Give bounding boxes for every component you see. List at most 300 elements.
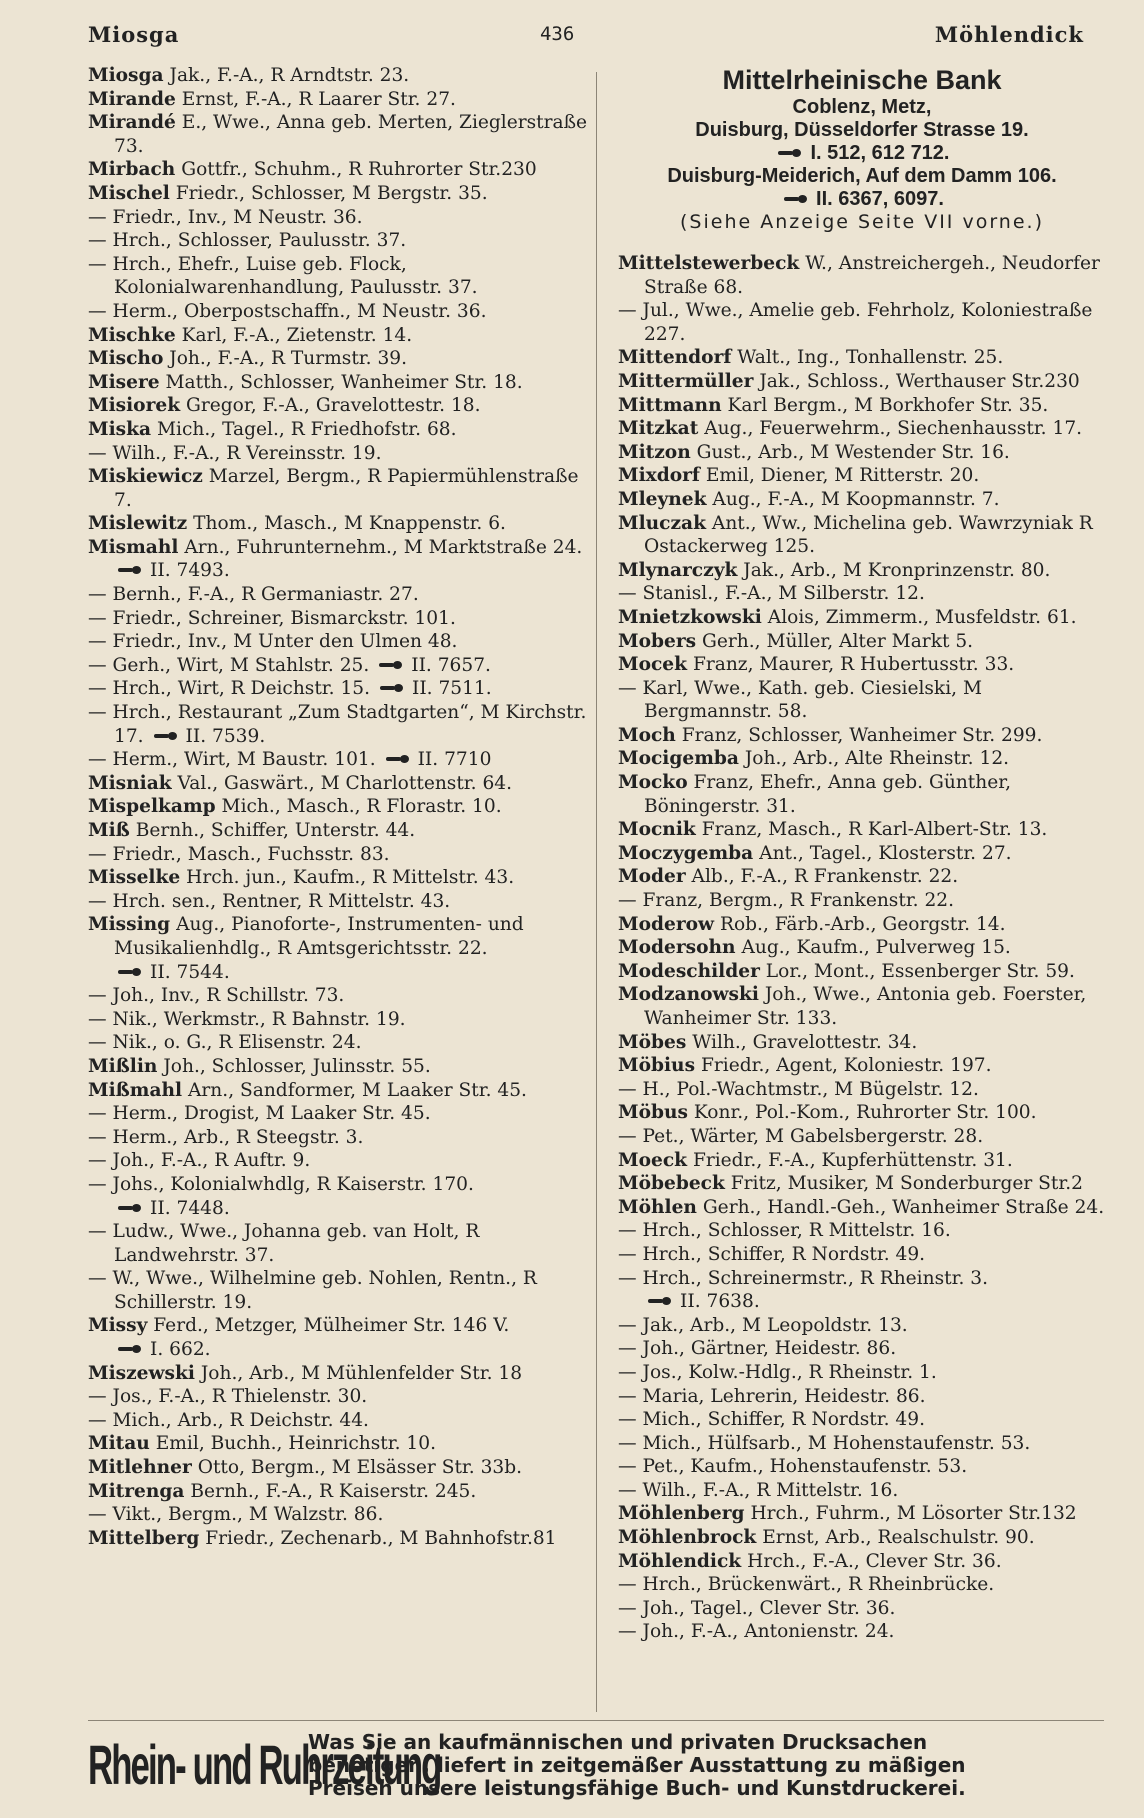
entry-details: Arn., Fuhrunternehm., M Marktstraße 24.	[178, 536, 583, 558]
entry-details: Konr., Pol.-Kom., Ruhrorter Str. 100.	[687, 1102, 1037, 1124]
entry-details: — Hrch., Schlosser, Paulusstr. 37.	[88, 230, 407, 252]
entry-details: Gust., Arb., M Westender Str. 16.	[690, 441, 1010, 463]
entry-surname: Mischo	[88, 348, 164, 370]
entry-surname: Mixdorf	[618, 465, 700, 487]
column-divider	[596, 72, 597, 1712]
entry-details: — Hrch., Schlosser, R Mittelstr. 16.	[618, 1220, 951, 1242]
directory-entry	[618, 252, 1106, 299]
entry-details: Wilh., Gravelottestr. 34.	[686, 1031, 918, 1053]
entry-details: Alb., F.-A., R Frankenstr. 22.	[685, 866, 959, 888]
directory-entry	[618, 1078, 1106, 1102]
entry-details: Rob., Färb.-Arb., Georgstr. 14.	[714, 913, 1006, 935]
directory-entry	[88, 1220, 588, 1267]
bank-advertisement	[618, 64, 1106, 234]
directory-entry	[618, 417, 1106, 441]
entry-details: — Herm., Oberpostschaffn., M Neustr. 36.	[88, 300, 487, 322]
entry-details: — Hrch., Wirt, R Deichstr. 15.	[88, 678, 371, 700]
entry-details: Jak., F.-A., R Arndtstr. 23.	[163, 65, 410, 86]
entry-surname: Miskiewicz	[88, 466, 203, 488]
directory-entry	[88, 111, 588, 158]
directory-entry	[618, 582, 1106, 606]
directory-entry	[618, 464, 1106, 488]
entry-surname: Mocko	[618, 772, 688, 794]
footer-advertisement	[88, 1720, 1104, 1809]
entry-surname: Mnietzkowski	[618, 606, 762, 628]
entry-surname: Misniak	[88, 772, 172, 794]
directory-entry	[618, 936, 1106, 960]
entry-surname: Möhlenberg	[618, 1503, 745, 1525]
entry-details: — Herm., Wirt, M Baustr. 101.	[88, 749, 376, 771]
directory-entry	[618, 1385, 1106, 1409]
directory-entry	[618, 1314, 1106, 1338]
directory-entry	[88, 206, 588, 230]
entry-details: Jak., Schloss., Werthauser Str.230	[753, 370, 1080, 392]
entry-surname: Modersohn	[618, 937, 736, 959]
entry-details: Ant., Ww., Michelina geb. Wawrzyniak R Ostackerweg 125.	[644, 512, 1093, 558]
directory-entry	[618, 1573, 1106, 1597]
entry-details: — Jak., Arb., M Leopoldstr. 13.	[618, 1314, 908, 1336]
directory-entry	[88, 394, 588, 418]
bank-branch-address: Duisburg-Meiderich, Auf dem Damm 106.	[667, 165, 1057, 187]
telephone-icon	[118, 968, 142, 976]
telephone-icon	[648, 1297, 672, 1305]
entry-details: — Friedr., Inv., M Neustr. 36.	[88, 206, 363, 228]
entry-surname: Mitzon	[618, 441, 691, 463]
entry-details: Matth., Schlosser, Wanheimer Str. 18.	[159, 371, 523, 393]
entry-details: Val., Gaswärt., M Charlottenstr. 64.	[171, 772, 513, 794]
entry-details: Arn., Sandformer, M Laaker Str. 45.	[182, 1079, 527, 1101]
directory-entry	[88, 1503, 588, 1527]
entry-phone-number: II. 7710	[417, 749, 492, 771]
entry-details: — Hrch., Restaurant „Zum Stadtgarten“, M Kirchstr. 17.	[88, 702, 587, 747]
bank-phone-2	[618, 188, 1106, 211]
entry-surname: Mocnik	[618, 819, 696, 841]
entry-surname: Mißmahl	[88, 1079, 183, 1101]
entry-details: E., Wwe., Anna geb. Merten, Zieglerstraße 73.	[114, 112, 588, 157]
entry-surname: Missing	[88, 914, 171, 936]
entry-details: Hrch., Fuhrm., M Lösorter Str.132	[744, 1503, 1077, 1525]
directory-entry	[618, 913, 1106, 937]
directory-entry	[88, 1314, 588, 1361]
entry-surname: Miß	[88, 820, 130, 841]
entry-details: Lor., Mont., Essenberger Str. 59.	[759, 960, 1075, 982]
directory-entry	[618, 1408, 1106, 1432]
entry-details: — Joh., Gärtner, Heidestr. 86.	[618, 1338, 897, 1360]
directory-entry	[618, 559, 1106, 583]
entry-phone	[376, 749, 492, 770]
entry-surname: Mittelberg	[88, 1527, 200, 1549]
directory-entry	[88, 418, 588, 442]
entry-surname: Moch	[618, 724, 676, 746]
directory-entry	[618, 865, 1106, 889]
entry-surname: Mitlehner	[88, 1457, 192, 1479]
directory-entry	[618, 441, 1106, 465]
directory-entry	[88, 1527, 588, 1551]
entry-details: Thom., Masch., M Knappenstr. 6.	[187, 513, 506, 535]
entry-details: Aug., Kaufm., Pulverweg 15.	[735, 937, 1011, 959]
entry-surname: Mitau	[88, 1433, 150, 1455]
telephone-icon	[380, 684, 404, 692]
entry-details: — Jul., Wwe., Amelie geb. Fehrholz, Koloniestraße 227.	[618, 300, 1093, 345]
entry-details: Karl Bergm., M Borkhofer Str. 35.	[721, 394, 1049, 416]
entry-details: — Nik., Werkmstr., R Bahnstr. 19.	[88, 1008, 406, 1030]
directory-entry	[618, 630, 1106, 654]
directory-entry	[618, 960, 1106, 984]
entry-details: — Johs., Kolonialwhdlg, R Kaiserstr. 170.	[88, 1173, 474, 1195]
directory-entry	[88, 88, 588, 112]
directory-entry	[88, 701, 588, 748]
directory-entry	[88, 1385, 588, 1409]
entry-details: — Wilh., F.-A., R Vereinsstr. 19.	[88, 442, 382, 464]
entry-details: Friedr., F.-A., Kupferhüttenstr. 31.	[687, 1149, 1013, 1171]
entry-phone	[369, 655, 491, 676]
entry-details: — Maria, Lehrerin, Heidestr. 86.	[618, 1385, 926, 1407]
entry-details: Aug., F.-A., M Koopmannstr. 7.	[706, 488, 1000, 510]
bank-cities: Coblenz, Metz,	[792, 96, 932, 118]
telephone-icon	[379, 661, 403, 669]
entry-surname: Moczygemba	[618, 842, 754, 864]
entry-details: Ant., Tagel., Klosterstr. 27.	[753, 842, 1012, 864]
entry-surname: Mittelstewerbeck	[618, 253, 800, 274]
entry-phone-number: II. 7448.	[150, 1197, 230, 1219]
directory-entry	[88, 1480, 588, 1504]
telephone-icon	[118, 1204, 142, 1212]
telephone-icon	[118, 1345, 142, 1353]
entry-details: — Joh., F.-A., Antonienstr. 24.	[618, 1621, 895, 1643]
entry-phone-number: I. 662.	[150, 1339, 211, 1361]
directory-entry	[88, 772, 588, 796]
entry-surname: Mittermüller	[618, 370, 754, 392]
entry-surname: Misere	[88, 371, 160, 393]
directory-entry	[618, 1337, 1106, 1361]
entry-surname: Mluczak	[618, 512, 706, 534]
entry-surname: Modeschilder	[618, 960, 760, 982]
entry-details: Joh., Arb., Alte Rheinstr. 12.	[738, 748, 1010, 770]
entry-details: Emil, Diener, M Ritterstr. 20.	[699, 465, 980, 487]
directory-entry	[618, 677, 1106, 724]
entry-details: — Herm., Arb., R Steegstr. 3.	[88, 1126, 364, 1148]
bank-address: Duisburg, Düsseldorfer Strasse 19.	[695, 119, 1029, 141]
directory-entry	[88, 630, 588, 654]
entry-surname: Mirandé	[88, 112, 176, 134]
entry-details: — Hrch., Schreinermstr., R Rheinstr. 3.	[618, 1267, 989, 1289]
directory-entry	[618, 488, 1106, 512]
entry-details: — Pet., Wärter, M Gabelsbergerstr. 28.	[618, 1125, 984, 1147]
entry-details: Walt., Ing., Tonhallenstr. 25.	[731, 347, 1004, 369]
entry-surname: Mispelkamp	[88, 796, 216, 818]
entry-details: Franz, Masch., R Karl-Albert-Str. 13.	[695, 819, 1048, 841]
entry-phone-number: II. 7493.	[150, 560, 230, 582]
directory-entry	[618, 299, 1106, 346]
entry-details: Marzel, Bergm., R Papiermühlenstraße 7.	[114, 466, 579, 511]
entry-details: — Hrch. sen., Rentner, R Mittelstr. 43.	[88, 890, 451, 912]
directory-entry	[88, 1149, 588, 1173]
directory-entry	[618, 653, 1106, 677]
entry-details: Ferd., Metzger, Mülheimer Str. 146 V.	[147, 1315, 510, 1337]
directory-entry	[88, 866, 588, 890]
entry-details: Mich., Masch., R Florastr. 10.	[215, 796, 502, 818]
directory-entry	[88, 229, 588, 253]
entry-details: — Nik., o. G., R Elisenstr. 24.	[88, 1032, 362, 1054]
entry-details: — Joh., Tagel., Clever Str. 36.	[618, 1597, 896, 1619]
entry-surname: Möbebeck	[618, 1173, 725, 1195]
entry-details: Hrch. jun., Kaufm., R Mittelstr. 43.	[180, 867, 515, 889]
entry-surname: Möbius	[618, 1055, 696, 1077]
entry-details: Gerh., Handl.-Geh., Wanheimer Straße 24.	[696, 1196, 1105, 1218]
page-header	[88, 14, 1084, 54]
entry-phone	[114, 560, 230, 581]
entry-surname: Moderow	[618, 913, 715, 935]
entry-details: — Joh., Inv., R Schillstr. 73.	[88, 985, 345, 1007]
entry-surname: Mislewitz	[88, 513, 188, 535]
directory-entry	[618, 346, 1106, 370]
entry-details: Franz, Ehefr., Anna geb. Günther, Böningerstr. 31.	[644, 772, 1011, 817]
entry-phone	[114, 1339, 211, 1360]
directory-entry	[88, 324, 588, 348]
entry-details: Mich., Tagel., R Friedhofstr. 68.	[151, 418, 457, 440]
directory-entry	[618, 1219, 1106, 1243]
bank-note: (Siehe Anzeige Seite VII vorne.)	[680, 211, 1044, 233]
directory-entry	[88, 843, 588, 867]
directory-entry	[88, 1362, 588, 1386]
entry-surname: Miska	[88, 418, 152, 440]
entry-surname: Möbes	[618, 1031, 687, 1053]
entry-details: — Mich., Arb., R Deichstr. 44.	[88, 1409, 369, 1431]
directory-entry	[88, 1008, 588, 1032]
directory-entry	[88, 984, 588, 1008]
directory-entry	[88, 1079, 588, 1103]
entry-surname: Mitrenga	[88, 1480, 185, 1502]
entry-phone-number: II. 7638.	[680, 1291, 760, 1313]
entry-details: Aug., Feuerwehrm., Siechenhausstr. 17.	[698, 418, 1083, 440]
entry-surname: Mismahl	[88, 536, 179, 558]
entry-details: Friedr., Zechenarb., M Bahnhofstr.81	[199, 1527, 557, 1549]
entry-details: Friedr., Schlosser, M Bergstr. 35.	[169, 182, 488, 204]
entry-details: Otto, Bergm., M Elsässer Str. 33b.	[191, 1457, 523, 1479]
entry-surname: Möhlendick	[618, 1550, 742, 1572]
directory-entry	[618, 606, 1106, 630]
directory-entry	[618, 1054, 1106, 1078]
directory-entry	[88, 748, 588, 772]
directory-entry	[88, 347, 588, 371]
directory-entry	[618, 1432, 1106, 1456]
entry-details: Ernst, F.-A., R Laarer Str. 27.	[175, 88, 456, 110]
entry-surname: Mitzkat	[618, 418, 699, 440]
directory-entry	[88, 536, 588, 583]
entry-surname: Misselke	[88, 867, 181, 889]
entry-surname: Mocek	[618, 654, 688, 676]
header-left-term: Miosga	[88, 21, 180, 47]
entry-phone-number: II. 7511.	[411, 678, 492, 700]
bank-phone-1	[618, 142, 1106, 165]
entry-surname: Mocigemba	[618, 748, 739, 770]
directory-entry	[88, 795, 588, 819]
entry-surname: Missy	[88, 1315, 148, 1337]
bank-phone-1-number: I. 512, 612 712.	[810, 142, 950, 164]
entry-details: — Jos., F.-A., R Thielenstr. 30.	[88, 1386, 368, 1408]
entry-surname: Mischel	[88, 182, 170, 204]
directory-entry	[88, 158, 588, 182]
entry-details: — Friedr., Masch., Fuchsstr. 83.	[88, 843, 390, 865]
directory-entry	[88, 253, 588, 300]
entry-phone	[370, 678, 492, 699]
entry-surname: Moeck	[618, 1149, 688, 1171]
entry-surname: Mittendorf	[618, 347, 732, 369]
directory-entry	[618, 1031, 1106, 1055]
directory-entry	[618, 1172, 1106, 1196]
directory-entry	[88, 1173, 588, 1220]
directory-entry	[88, 1102, 588, 1126]
directory-entry	[618, 1196, 1106, 1220]
directory-entry	[88, 512, 588, 536]
entry-details: — Friedr., Inv., M Unter den Ulmen 48.	[88, 631, 458, 653]
entry-surname: Moder	[618, 866, 686, 888]
entry-surname: Mleynek	[618, 488, 707, 510]
telephone-icon	[784, 195, 808, 203]
entry-details: — Hrch., Brückenwärt., R Rheinbrücke.	[618, 1574, 995, 1596]
directory-entry	[88, 677, 588, 701]
entry-surname: Modzanowski	[618, 984, 759, 1006]
entry-surname: Möhlenbrock	[618, 1527, 757, 1549]
right-column	[618, 64, 1106, 1644]
entry-details: Bernh., F.-A., R Kaiserstr. 245.	[184, 1480, 477, 1502]
directory-entry	[88, 607, 588, 631]
bank-phone-2-number: II. 6367, 6097.	[816, 188, 944, 210]
footer-ad-text: Was Sie an kaufmännischen und privaten Drucksachen benötigen, liefert in zeitgemäßer Ausstattung zu mäßigen Preisen unsere leistungsfähige Buch- und Kunstdruckerei.	[308, 1729, 966, 1800]
entry-phone	[114, 962, 230, 983]
right-entries	[618, 252, 1106, 1644]
directory-entry	[88, 913, 588, 984]
entry-details: Gerh., Müller, Alter Markt 5.	[696, 630, 974, 652]
directory-entry	[618, 1620, 1106, 1644]
telephone-icon	[154, 732, 178, 740]
entry-details: — Karl, Wwe., Kath. geb. Ciesielski, M Bergmannstr. 58.	[618, 677, 983, 723]
directory-entry	[618, 1526, 1106, 1550]
entry-details: Hrch., F.-A., Clever Str. 36.	[741, 1550, 1002, 1572]
directory-entry	[618, 370, 1106, 394]
entry-details: — W., Wwe., Wilhelmine geb. Nohlen, Rentn., R Schillerstr. 19.	[88, 1268, 537, 1313]
entry-phone	[644, 1291, 760, 1312]
directory-entry	[88, 442, 588, 466]
entry-details: Gregor, F.-A., Gravelottestr. 18.	[180, 395, 481, 417]
entry-surname: Mirbach	[88, 159, 176, 181]
directory-entry	[618, 1455, 1106, 1479]
entry-details: — Wilh., F.-A., R Mittelstr. 16.	[618, 1479, 899, 1501]
entry-details: Joh., F.-A., R Turmstr. 39.	[163, 348, 408, 370]
entry-details: Franz, Maurer, R Hubertusstr. 33.	[687, 654, 1015, 676]
entry-details: — Franz, Bergm., R Frankenstr. 22.	[618, 890, 955, 912]
directory-entry	[88, 1267, 588, 1314]
directory-entry	[618, 1267, 1106, 1314]
entry-details: — Mich., Hülfsarb., M Hohenstaufenstr. 53.	[618, 1432, 1031, 1454]
entry-surname: Mißlin	[88, 1055, 158, 1077]
entry-details: Joh., Wwe., Antonia geb. Foerster, Wanheimer Str. 133.	[644, 984, 1087, 1029]
entry-details: Friedr., Agent, Koloniestr. 197.	[695, 1055, 992, 1077]
entry-details: Fritz, Musiker, M Sonderburger Str.2	[724, 1173, 1083, 1195]
entry-surname: Mittmann	[618, 394, 722, 416]
directory-entry	[618, 512, 1106, 559]
directory-entry	[88, 182, 588, 206]
entry-phone	[114, 1198, 230, 1219]
directory-entry	[88, 371, 588, 395]
entry-details: — Mich., Schiffer, R Nordstr. 49.	[618, 1409, 925, 1431]
directory-entry	[618, 771, 1106, 818]
directory-entry	[618, 983, 1106, 1030]
entry-phone	[144, 726, 266, 747]
entry-details: Gottfr., Schuhm., R Ruhrorter Str.230	[175, 159, 537, 181]
entry-details: Jak., Arb., M Kronprinzenstr. 80.	[737, 559, 1051, 581]
entry-surname: Mirande	[88, 88, 176, 110]
telephone-icon	[386, 755, 410, 763]
header-right-term: Möhlendick	[934, 21, 1084, 47]
entry-details: Joh., Schlosser, Julinsstr. 55.	[157, 1055, 431, 1077]
entry-details: — Jos., Kolw.-Hdlg., R Rheinstr. 1.	[618, 1361, 937, 1383]
directory-entry	[88, 1055, 588, 1079]
entry-details: — Hrch., Ehefr., Luise geb. Flock, Kolonialwarenhandlung, Paulusstr. 37.	[88, 253, 478, 299]
directory-entry	[618, 1243, 1106, 1267]
directory-entry	[88, 300, 588, 324]
directory-entry	[618, 1502, 1106, 1526]
directory-entry	[618, 1479, 1106, 1503]
directory-entry	[618, 818, 1106, 842]
entry-surname: Miosga	[88, 65, 164, 86]
entry-details: — Bernh., F.-A., R Germaniastr. 27.	[88, 584, 419, 606]
entry-details: — H., Pol.-Wachtmstr., M Bügelstr. 12.	[618, 1078, 979, 1100]
directory-entry	[618, 1597, 1106, 1621]
entry-details: — Vikt., Bergm., M Walzstr. 86.	[88, 1504, 384, 1526]
entry-surname: Möhlen	[618, 1196, 697, 1218]
directory-entry	[88, 465, 588, 512]
directory-entry	[618, 842, 1106, 866]
entry-details: W., Anstreichergeh., Neudorfer Straße 68.	[644, 253, 1100, 298]
directory-entry	[88, 654, 588, 678]
entry-details: Karl, F.-A., Zietenstr. 14.	[175, 324, 413, 346]
telephone-icon	[118, 566, 142, 574]
entry-surname: Möbus	[618, 1102, 688, 1124]
entry-surname: Mobers	[618, 630, 697, 652]
entry-details: — Stanisl., F.-A., M Silberstr. 12.	[618, 583, 925, 605]
entry-details: Emil, Buchh., Heinrichstr. 10.	[149, 1433, 436, 1455]
directory-entry	[618, 1149, 1106, 1173]
newspaper-brand: Rhein- und Ruhrzeitung	[88, 1733, 441, 1796]
entry-details: — Herm., Drogist, M Laaker Str. 45.	[88, 1103, 431, 1125]
entry-phone-number: II. 7657.	[411, 654, 491, 676]
directory-entry	[618, 724, 1106, 748]
directory-entry	[88, 890, 588, 914]
bank-title: Mittelrheinische Bank	[722, 65, 1002, 95]
entry-details: Bernh., Schiffer, Unterstr. 44.	[129, 820, 416, 841]
directory-entry	[88, 1456, 588, 1480]
entry-details: Alois, Zimmerm., Musfeldstr. 61.	[761, 606, 1077, 628]
directory-entry	[618, 747, 1106, 771]
entry-details: — Friedr., Schreiner, Bismarckstr. 101.	[88, 607, 456, 629]
entry-details: — Hrch., Schiffer, R Nordstr. 49.	[618, 1243, 926, 1265]
directory-entry	[88, 1126, 588, 1150]
page-number: 436	[539, 23, 575, 45]
directory-entry	[618, 394, 1106, 418]
directory-entry	[618, 1125, 1106, 1149]
entry-surname: Miszewski	[88, 1362, 195, 1384]
telephone-icon	[778, 149, 802, 157]
entry-details: Aug., Pianoforte-, Instrumenten- und Musikalienhdlg., R Amtsgerichtsstr. 22.	[114, 914, 524, 959]
directory-entry	[618, 1361, 1106, 1385]
entry-details: — Ludw., Wwe., Johanna geb. van Holt, R Landwehrstr. 37.	[88, 1221, 480, 1266]
entry-phone-number: II. 7539.	[185, 725, 266, 747]
entry-details: Joh., Arb., M Mühlenfelder Str. 18	[194, 1362, 523, 1384]
entry-surname: Misiorek	[88, 395, 181, 417]
entry-details: Franz, Schlosser, Wanheimer Str. 299.	[675, 724, 1043, 746]
directory-entry	[88, 1031, 588, 1055]
